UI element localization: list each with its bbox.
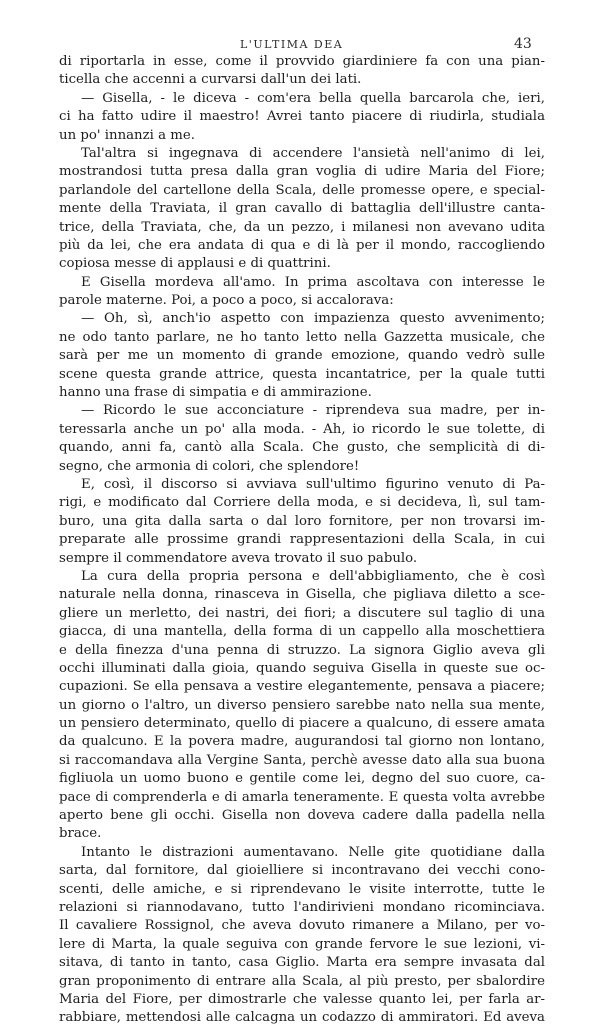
text-line: sempre il commendatore aveva trovato il suo pabulo. — [59, 550, 418, 566]
text-line: E Gisella mordeva all'amo. In prima ascoltava con interesse le — [81, 274, 545, 290]
text-line: La cura della propria persona e dell'abbigliamento, che è così — [81, 568, 545, 584]
text-line: giacca, di una mantella, della forma di un cappello alla moschettiera — [59, 624, 545, 640]
text-line: di riportarla in esse, come il provvido giardiniere fa con una pian- — [59, 54, 545, 69]
text-line: mostrandosi tutta presa dalla gran voglia di udire Maria del Fiore; — [59, 164, 545, 180]
text-line: buro, una gita dalla sarta o dal loro fornitore, per non trovarsi im- — [59, 513, 545, 529]
body-text — [59, 53, 545, 1028]
text-line: relazioni si riannodavano, tutto l'andirivieni mondano ricominciava. — [59, 899, 545, 915]
text-line: scene questa grande attrice, questa incantatrice, per la quale tutti — [59, 366, 545, 382]
page-number: 43 — [514, 36, 532, 52]
text-line: sitava, di tanto in tanto, casa Giglio. Marta era sempre invasata dal — [59, 955, 545, 971]
text-line: segno, che armonia di colori, che splendore! — [59, 458, 360, 474]
text-line: Tal'altra si ingegnava di accendere l'ansietà nell'animo di lei, — [81, 145, 545, 161]
text-line: aperto bene gli occhi. Gisella non doveva cadere dalla padella nella — [59, 808, 545, 824]
text-line: figliuola un uomo buono e gentile come lei, degno del suo cuore, ca- — [59, 771, 545, 787]
text-line: un po' innanzi a me. — [59, 127, 195, 143]
text-line: occhi illuminati dalla gioia, quando seguiva Gisella in queste sue oc- — [59, 660, 545, 676]
text-line: ticella che accenni a curvarsi dall'un dei lati. — [59, 72, 362, 88]
text-line: quando, anni fa, cantò alla Scala. Che gusto, che semplicità di di- — [59, 440, 545, 456]
text-line: sarta, dal fornitore, dal gioielliere si incontravano dei vecchi cono- — [59, 863, 545, 879]
text-line: naturale nella donna, rinasceva in Gisella, che pigliava diletto a sce- — [59, 587, 545, 603]
text-line: hanno una frase di simpatia e di ammirazione. — [59, 385, 372, 401]
text-line: pace di comprenderla e di amarla teneramente. E questa volta avrebbe — [59, 789, 545, 805]
text-line: Maria del Fiore, per dimostrarle che valesse quanto lei, per farla ar- — [59, 991, 545, 1007]
text-line: copiosa messe di applausi e di quattrini. — [59, 256, 331, 272]
text-line: sarà per me un momento di grande emozione, quando vedrò sulle — [59, 348, 545, 364]
text-line: lere di Marta, la quale seguiva con grande fervore le sue lezioni, vi- — [59, 936, 545, 952]
text-line: preparate alle prossime grandi rappresentazioni della Scala, in cui — [59, 532, 545, 548]
text-line: rabbiare, mettendosi alle calcagna un codazzo di ammiratori. Ed aveva — [59, 1010, 545, 1026]
text-line: parole materne. Poi, a poco a poco, si accalorava: — [59, 293, 394, 309]
text-line: ci ha fatto udire il maestro! Avrei tanto piacere di riudirla, studiala — [59, 109, 545, 125]
text-line: — Gisella, - le diceva - com'era bella quella barcarola che, ieri, — [81, 90, 545, 106]
text-line: e della finezza d'una penna di struzzo. La signora Giglio aveva gli — [59, 642, 545, 658]
running-header — [0, 38, 604, 54]
text-line: — Oh, sì, anch'io aspetto con impazienza questo avvenimento; — [81, 311, 545, 327]
running-title: L'ULTIMA DEA — [240, 38, 344, 51]
text-line: cupazioni. Se ella pensava a vestire elegantemente, pensava a piacere; — [59, 679, 545, 695]
text-line: parlandole del cartellone della Scala, delle promesse opere, e special- — [59, 182, 545, 198]
text-line: brace. — [59, 826, 102, 842]
text-line: teressarla anche un po' alla moda. - Ah, io ricordo le sue tolette, di — [59, 421, 545, 437]
text-line: da qualcuno. E la povera madre, augurandosi tal giorno non lontano, — [59, 734, 545, 750]
text-line: più da lei, che era andata di qua e di là per il mondo, raccogliendo — [59, 237, 545, 253]
text-line: Intanto le distrazioni aumentavano. Nelle gite quotidiane dalla — [81, 844, 545, 860]
text-line: un giorno o l'altro, un diverso pensiero sarebbe nato nella sua mente, — [59, 697, 545, 713]
text-line: trice, della Traviata, che, da un pezzo, i milanesi non avevano udita — [59, 219, 545, 235]
text-line: scenti, delle amiche, e si riprendevano le visite interrotte, tutte le — [59, 881, 545, 897]
text-line: ne odo tanto parlare, ne ho tanto letto nella Gazzetta musicale, che — [59, 329, 545, 345]
text-line: rigi, e modificato dal Corriere della moda, e si decideva, lì, sul tam- — [59, 495, 545, 511]
text-line: E, così, il discorso si avviava sull'ultimo figurino venuto di Pa- — [81, 476, 545, 492]
text-line: si raccomandava alla Vergine Santa, perchè avesse dato alla sua buona — [59, 752, 545, 768]
text-line: gran proponimento di entrare alla Scala, al più presto, per sbalordire — [59, 973, 545, 989]
text-line: — Ricordo le sue acconciature - riprendeva sua madre, per in- — [81, 403, 545, 419]
text-line: mente della Traviata, il gran cavallo di battaglia dell'illustre canta- — [59, 201, 545, 217]
text-line: Il cavaliere Rossignol, che aveva dovuto rimanere a Milano, per vo- — [59, 918, 545, 934]
text-line: gliere un merletto, dei nastri, dei fiori; a discutere sul taglio di una — [59, 605, 545, 621]
text-line: un pensiero determinato, quello di piacere a qualcuno, di essere amata — [59, 716, 545, 732]
